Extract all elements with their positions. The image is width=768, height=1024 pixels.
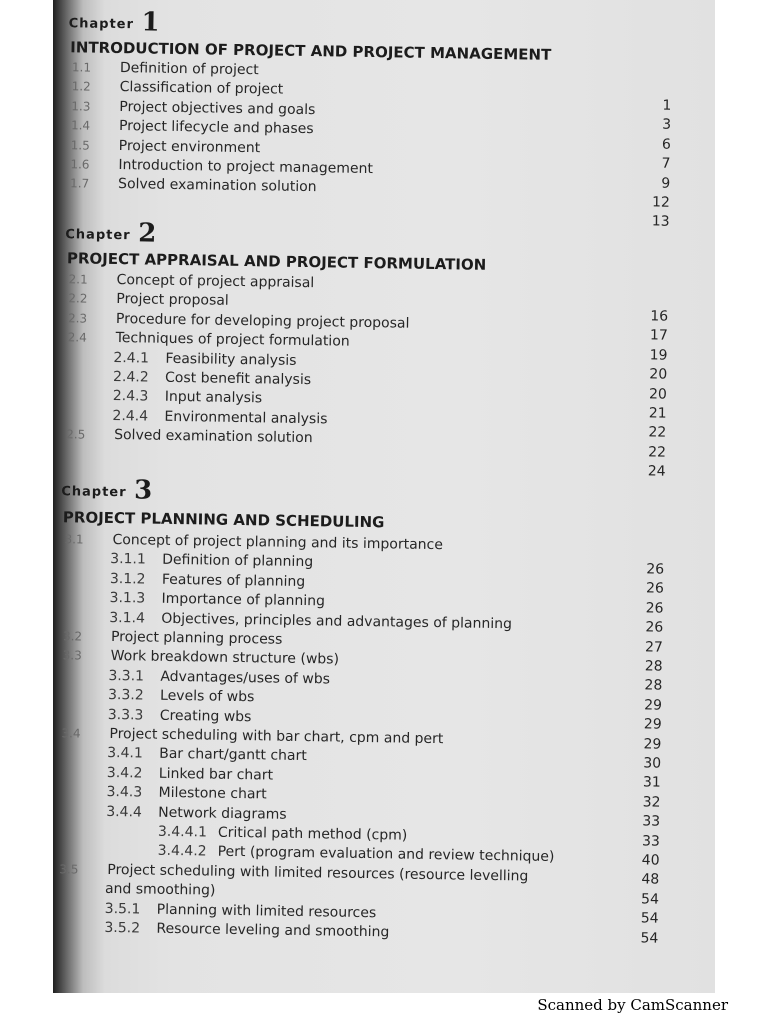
entry-number: 2.4.1 bbox=[113, 349, 150, 367]
page-number: 20 bbox=[648, 386, 668, 403]
chapter-title: PROJECT APPRAISAL AND PROJECT FORMULATION bbox=[66, 249, 487, 274]
entry-number: 3.4.4.2 bbox=[157, 843, 207, 860]
entry-title: Classification of project bbox=[119, 79, 284, 99]
page-number: 13 bbox=[651, 213, 670, 231]
entry-number: 2.4.4 bbox=[112, 407, 149, 425]
toc-entry bbox=[68, 328, 350, 351]
entry-title: Critical path method (cpm) bbox=[217, 824, 408, 844]
entry-title: Project planning process bbox=[110, 628, 283, 648]
toc-entry bbox=[113, 368, 311, 390]
chapter-heading bbox=[65, 217, 157, 248]
entry-number: 1.7 bbox=[70, 176, 90, 191]
entry-number: 3.4.3 bbox=[106, 784, 143, 801]
entry-number: 3.3.2 bbox=[107, 687, 144, 704]
entry-number: 3.3 bbox=[62, 648, 82, 663]
entry-title: Features of planning bbox=[161, 571, 306, 590]
chapter-heading bbox=[61, 474, 153, 505]
entry-number: 3.3.3 bbox=[107, 706, 144, 724]
entry-number: 3.1.2 bbox=[109, 570, 146, 588]
entry-number: 1.3 bbox=[71, 99, 91, 114]
entry-title: Project lifecycle and phases bbox=[118, 118, 314, 138]
chapter-label: Chapter bbox=[68, 16, 135, 33]
entry-title: Resource leveling and smoothing bbox=[156, 920, 390, 941]
page-number: 29 bbox=[644, 697, 663, 714]
page-number: 20 bbox=[649, 366, 668, 383]
entry-title: Linked bar chart bbox=[158, 765, 274, 784]
entry-number: 3.3.1 bbox=[108, 667, 145, 685]
entry-number: 2.5 bbox=[66, 427, 86, 442]
page-number: 54 bbox=[640, 891, 660, 908]
toc-entry bbox=[106, 783, 266, 805]
entry-number: 3.4.2 bbox=[106, 764, 143, 782]
entry-title: Pert (program evaluation and review technique) bbox=[217, 844, 555, 866]
entry-number: 3.2 bbox=[62, 629, 83, 644]
toc-entry bbox=[71, 136, 261, 158]
entry-number: 1.6 bbox=[70, 157, 90, 172]
page-number: 29 bbox=[643, 735, 662, 753]
entry-title: Project proposal bbox=[116, 291, 229, 310]
chapter-number: 1 bbox=[141, 7, 161, 38]
toc-entry bbox=[104, 919, 389, 942]
page-number: 28 bbox=[644, 658, 663, 675]
entry-title: Concept of project appraisal bbox=[116, 272, 315, 292]
entry-number: 2.3 bbox=[67, 311, 88, 326]
toc-entry bbox=[107, 744, 307, 766]
entry-title: Input analysis bbox=[164, 389, 263, 407]
entry-title: Importance of planning bbox=[161, 590, 326, 610]
toc-entry bbox=[63, 647, 340, 670]
page-number: 26 bbox=[645, 580, 664, 598]
chapter-number: 2 bbox=[137, 218, 158, 249]
chapter-label: Chapter bbox=[65, 227, 131, 244]
toc-entry bbox=[110, 550, 313, 572]
scanner-watermark: Scanned by CamScanner bbox=[537, 996, 728, 1014]
entry-number: 3.4.4.1 bbox=[157, 823, 208, 841]
entry-title: Concept of project planning and its importance bbox=[112, 532, 444, 554]
page-number: 40 bbox=[641, 852, 660, 869]
entry-number: 2.2 bbox=[68, 291, 88, 306]
chapter-title: INTRODUCTION OF PROJECT AND PROJECT MANAGEMENT bbox=[70, 38, 552, 64]
page-number: 54 bbox=[640, 910, 659, 927]
entry-title: and smoothing) bbox=[104, 881, 216, 899]
page-number: 22 bbox=[648, 444, 667, 461]
toc-entry bbox=[66, 425, 313, 448]
toc-entry bbox=[72, 58, 259, 80]
entry-title: Network diagrams bbox=[158, 804, 287, 823]
entry-title: Introduction to project management bbox=[118, 157, 374, 178]
entry-title: Procedure for developing project proposal bbox=[115, 310, 410, 332]
entry-title: Milestone chart bbox=[158, 784, 267, 803]
page-number: 48 bbox=[641, 871, 660, 889]
page-number: 24 bbox=[647, 463, 666, 480]
entry-number: 3.4 bbox=[61, 726, 81, 741]
entry-number: 3.1 bbox=[64, 532, 84, 547]
page-number: 17 bbox=[649, 327, 668, 345]
page-number: 19 bbox=[649, 347, 668, 364]
table-of-contents bbox=[53, 0, 715, 993]
page-number: 7 bbox=[661, 155, 671, 172]
entry-number: 2.4.2 bbox=[112, 368, 149, 386]
toc-entry bbox=[113, 349, 296, 371]
toc-entry bbox=[68, 290, 229, 312]
entry-title: Project objectives and goals bbox=[119, 98, 316, 118]
page-number: 26 bbox=[645, 619, 664, 636]
chapter-title: PROJECT PLANNING AND SCHEDULING bbox=[62, 508, 385, 532]
page-number: 29 bbox=[643, 716, 662, 733]
entry-number: 1.5 bbox=[70, 137, 90, 153]
toc-entry bbox=[113, 387, 263, 408]
toc-entry bbox=[105, 880, 216, 901]
entry-number: 3.1.1 bbox=[110, 551, 146, 568]
page-number: 1 bbox=[662, 97, 672, 114]
toc-entry bbox=[108, 706, 252, 727]
entry-title: Levels of wbs bbox=[159, 687, 255, 706]
entry-number: 3.4.4 bbox=[106, 803, 143, 821]
entry-title: Creating wbs bbox=[159, 707, 252, 725]
entry-title: Work breakdown structure (wbs) bbox=[110, 648, 340, 668]
entry-number: 3.5.2 bbox=[104, 919, 141, 937]
page-number: 31 bbox=[642, 774, 661, 792]
page-number: 6 bbox=[661, 136, 671, 153]
page-number: 26 bbox=[645, 600, 664, 617]
toc-entry bbox=[106, 803, 287, 825]
toc-entry bbox=[107, 764, 273, 786]
entry-title: Definition of project bbox=[119, 60, 259, 79]
scanned-page bbox=[53, 0, 715, 993]
entry-number: 3.1.4 bbox=[109, 609, 146, 627]
entry-title: Project environment bbox=[118, 137, 261, 156]
toc-entry bbox=[70, 175, 317, 198]
entry-number: 3.4.1 bbox=[107, 745, 143, 762]
page-number: 33 bbox=[642, 813, 661, 830]
entry-title: Solved examination solution bbox=[117, 176, 317, 196]
entry-number: 3.1.3 bbox=[109, 590, 146, 607]
page-number: 16 bbox=[650, 308, 669, 325]
entry-number: 3.5 bbox=[59, 862, 79, 877]
entry-number: 2.4.3 bbox=[112, 388, 149, 405]
toc-entry bbox=[108, 686, 255, 707]
page-number: 3 bbox=[662, 116, 672, 134]
chapter-number: 3 bbox=[133, 475, 154, 506]
page-number: 21 bbox=[648, 405, 667, 422]
chapter-label: Chapter bbox=[61, 484, 127, 501]
page-number: 27 bbox=[644, 638, 664, 656]
entry-title: Cost benefit analysis bbox=[164, 369, 312, 389]
entry-title: Advantages/uses of wbs bbox=[160, 668, 331, 688]
entry-number: 3.5.1 bbox=[104, 900, 141, 918]
entry-number: 1.1 bbox=[71, 60, 92, 75]
entry-number: 1.4 bbox=[70, 118, 91, 133]
toc-entry bbox=[110, 570, 306, 592]
page-number: 54 bbox=[640, 929, 659, 947]
entry-title: Feasibility analysis bbox=[165, 350, 297, 369]
entry-title: Techniques of project formulation bbox=[115, 330, 350, 350]
page-number: 9 bbox=[661, 175, 671, 192]
entry-number: 2.4 bbox=[67, 330, 87, 345]
page-number: 22 bbox=[648, 424, 667, 442]
page-number: 32 bbox=[642, 794, 661, 811]
page-number: 33 bbox=[641, 832, 660, 850]
entry-number: 2.1 bbox=[68, 272, 88, 287]
page-number: 30 bbox=[643, 755, 662, 772]
chapter-heading bbox=[68, 6, 160, 37]
entry-title: Environmental analysis bbox=[164, 408, 328, 428]
entry-number: 1.2 bbox=[71, 79, 91, 94]
entry-title: Objectives, principles and advantages of planning bbox=[161, 610, 513, 632]
entry-title: Project scheduling with limited resources (resource levelling bbox=[107, 861, 529, 885]
entry-title: Planning with limited resources bbox=[156, 901, 377, 921]
page-number: 26 bbox=[646, 561, 665, 578]
entry-title: Bar chart/gantt chart bbox=[159, 746, 307, 765]
entry-title: Project scheduling with bar chart, cpm and pert bbox=[109, 725, 444, 748]
page-number: 12 bbox=[651, 194, 671, 211]
entry-title: Definition of planning bbox=[162, 552, 314, 571]
entry-title: Solved examination solution bbox=[114, 427, 313, 447]
page-number: 28 bbox=[644, 677, 663, 695]
